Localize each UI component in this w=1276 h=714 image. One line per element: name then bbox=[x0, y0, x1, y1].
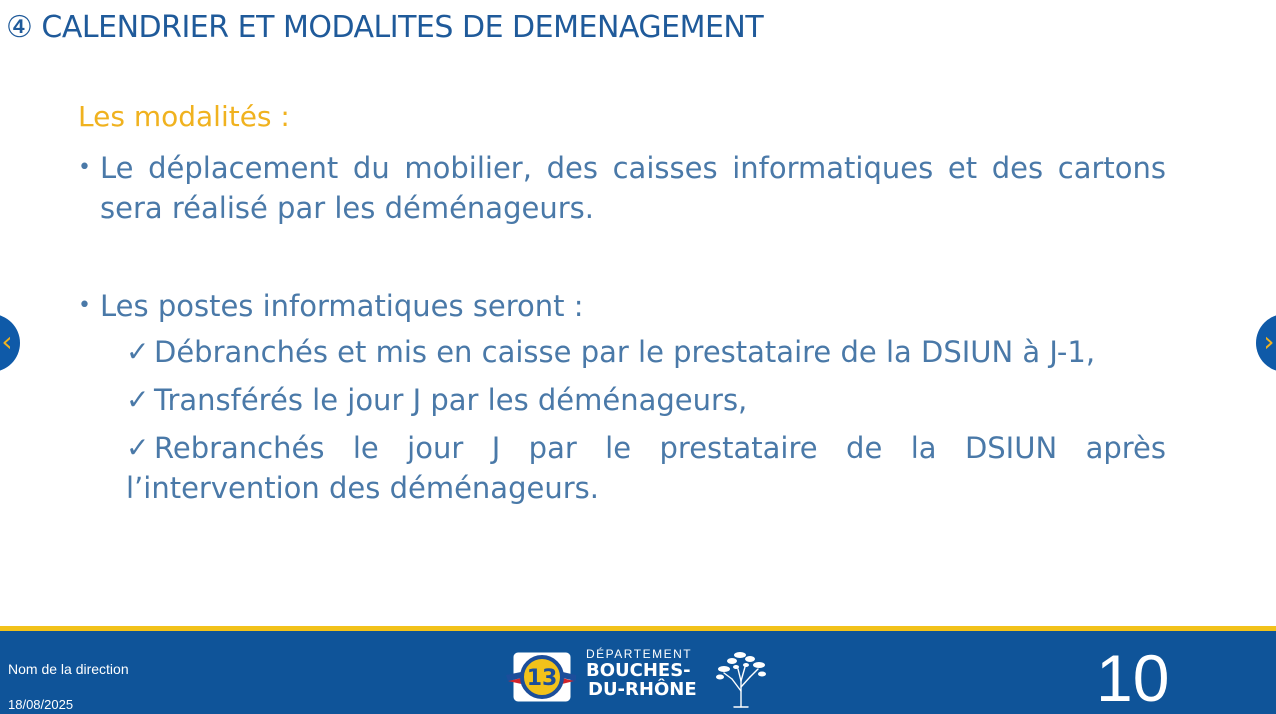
department-logo bbox=[506, 645, 776, 711]
checklist-text: Transférés le jour J par les déménageurs, bbox=[154, 383, 748, 417]
bullet-text: Le déplacement du mobilier, des caisses informatiques et des cartons sera réalisé par les déménageurs. bbox=[100, 151, 1166, 225]
slide-footer bbox=[0, 626, 1276, 714]
checkmark-icon: ✓ bbox=[126, 431, 150, 464]
checklist-text: Débranchés et mis en caisse par le prestataire de la DSIUN à J-1, bbox=[154, 335, 1096, 369]
checklist bbox=[126, 332, 1166, 516]
checklist-item bbox=[126, 428, 1166, 508]
checklist-item bbox=[126, 332, 1166, 372]
bullet-item bbox=[78, 148, 1166, 228]
checklist-item bbox=[126, 380, 1166, 420]
slide-title: ④ CALENDRIER ET MODALITES DE DEMENAGEMENT bbox=[6, 10, 764, 45]
logo-text bbox=[586, 647, 697, 699]
footer-direction: Nom de la direction bbox=[8, 661, 129, 677]
chevron-left-icon: ‹ bbox=[1, 325, 13, 358]
logo-line-rhone: DU-RHÔNE bbox=[588, 679, 697, 700]
checkmark-icon: ✓ bbox=[126, 335, 150, 368]
checklist-text: Rebranchés le jour J par le prestataire de la DSIUN après l’intervention des déménageurs. bbox=[126, 431, 1166, 505]
bullet-dot-icon: • bbox=[78, 155, 91, 180]
bullet-dot-icon: • bbox=[78, 293, 91, 318]
olive-tree-icon bbox=[710, 647, 772, 709]
emblem-number: 13 bbox=[526, 666, 558, 691]
checkmark-icon: ✓ bbox=[126, 383, 150, 416]
next-slide-button[interactable] bbox=[1256, 314, 1276, 372]
footer-date: 18/08/2025 bbox=[8, 697, 74, 712]
bullet-text: Les postes informatiques seront : bbox=[100, 289, 584, 323]
section-label: Les modalités : bbox=[78, 100, 290, 133]
chevron-right-icon: › bbox=[1263, 325, 1275, 358]
department-emblem-icon bbox=[506, 647, 578, 707]
previous-slide-button[interactable] bbox=[0, 314, 20, 372]
bullet-item bbox=[78, 286, 1166, 326]
logo-line-bouches: BOUCHES- bbox=[586, 660, 691, 681]
page-number: 10 bbox=[1096, 641, 1170, 714]
logo-line-department: DÉPARTEMENT bbox=[586, 647, 693, 661]
